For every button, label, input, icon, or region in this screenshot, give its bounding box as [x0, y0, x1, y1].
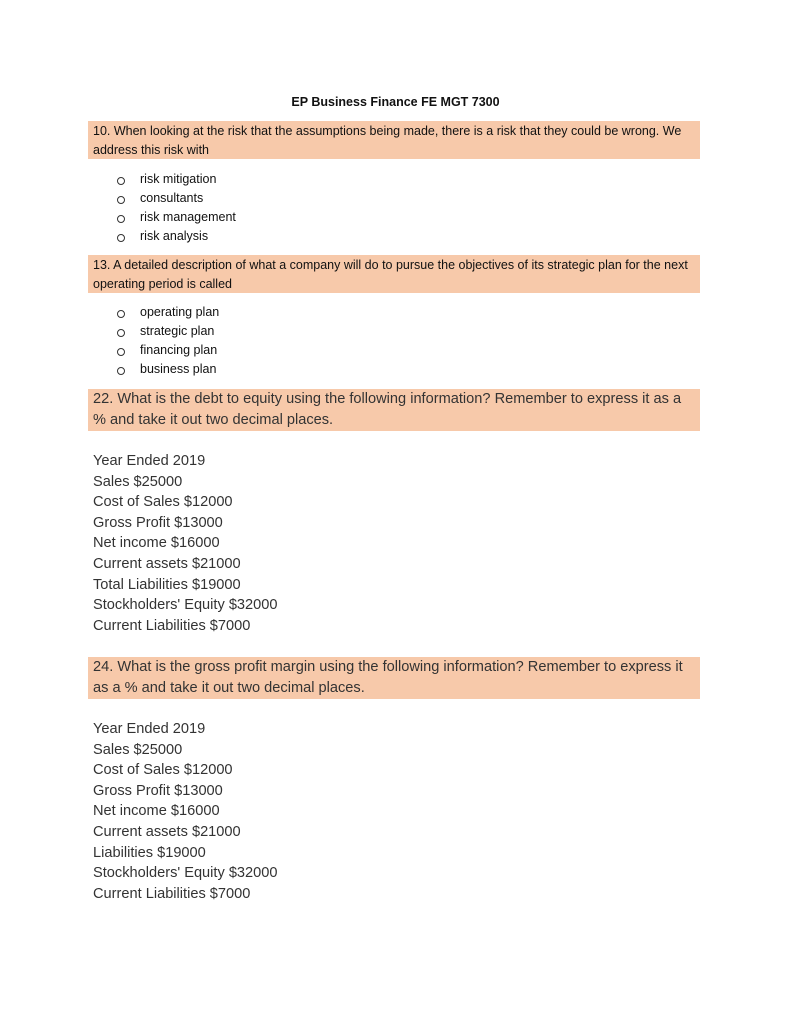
question-24-text: 24. What is the gross profit margin using the following information? Remember to express it as a % and take it out two decimal places.	[93, 659, 683, 696]
option-strategic-plan[interactable]	[114, 322, 219, 341]
info-line: Cost of Sales $12000	[93, 494, 233, 511]
radio-circle-icon[interactable]	[114, 189, 140, 208]
question-10-options	[114, 170, 236, 246]
question-10-text: 10. When looking at the risk that the assumptions being made, there is a risk that they could be wrong. We address this risk with	[93, 124, 682, 157]
question-24-prompt	[88, 657, 700, 699]
info-line: Sales $25000	[93, 741, 183, 758]
question-13-text: 13. A detailed description of what a company will do to pursue the objectives of its strategic plan for the next operating period is called	[93, 258, 688, 291]
info-line: Total Liabilities $19000	[93, 576, 241, 593]
question-13-options	[114, 303, 219, 379]
question-22-text: 22. What is the debt to equity using the following information? Remember to express it as a % and take it out two decimal places.	[93, 391, 682, 428]
radio-circle-icon[interactable]	[114, 208, 140, 227]
question-22-prompt	[88, 389, 700, 431]
info-line: Net income $16000	[93, 803, 220, 820]
question-10-prompt	[88, 121, 700, 159]
option-financing-plan[interactable]	[114, 341, 219, 360]
info-line: Stockholders' Equity $32000	[93, 865, 278, 882]
info-line: Current Liabilities $7000	[93, 617, 251, 634]
option-label: operating plan	[140, 305, 220, 319]
info-line: Year Ended 2019	[93, 453, 206, 469]
option-label: business plan	[140, 362, 217, 376]
option-consultants[interactable]	[114, 189, 236, 208]
info-line: Stockholders' Equity $32000	[93, 597, 278, 614]
option-risk-analysis[interactable]	[114, 227, 236, 246]
option-risk-mitigation[interactable]	[114, 170, 236, 189]
page-title: EP Business Finance FE MGT 7300	[291, 95, 500, 109]
option-risk-management[interactable]	[114, 208, 236, 227]
info-line: Current Liabilities $7000	[93, 885, 251, 902]
info-line: Gross Profit $13000	[93, 782, 223, 799]
option-operating-plan[interactable]	[114, 303, 219, 322]
option-business-plan[interactable]	[114, 360, 219, 379]
info-line: Current assets $21000	[93, 555, 241, 572]
option-label: strategic plan	[140, 324, 215, 338]
option-label: consultants	[140, 191, 204, 205]
radio-circle-icon[interactable]	[114, 170, 140, 189]
info-line: Sales $25000	[93, 473, 183, 490]
question-13-prompt	[88, 255, 700, 293]
option-label: risk mitigation	[140, 172, 217, 186]
option-label: financing plan	[140, 343, 218, 357]
option-label: risk management	[140, 210, 236, 224]
info-line: Current assets $21000	[93, 823, 241, 840]
radio-circle-icon[interactable]	[114, 341, 140, 360]
info-line: Liabilities $19000	[93, 844, 206, 861]
radio-circle-icon[interactable]	[114, 322, 140, 341]
info-line: Cost of Sales $12000	[93, 762, 233, 779]
info-line: Year Ended 2019	[93, 721, 206, 737]
option-label: risk analysis	[140, 229, 209, 243]
radio-circle-icon[interactable]	[114, 227, 140, 246]
info-line: Gross Profit $13000	[93, 514, 223, 531]
radio-circle-icon[interactable]	[114, 303, 140, 322]
info-line: Net income $16000	[93, 535, 220, 552]
question-24-info	[93, 719, 278, 904]
question-22-info	[93, 451, 278, 636]
radio-circle-icon[interactable]	[114, 360, 140, 379]
